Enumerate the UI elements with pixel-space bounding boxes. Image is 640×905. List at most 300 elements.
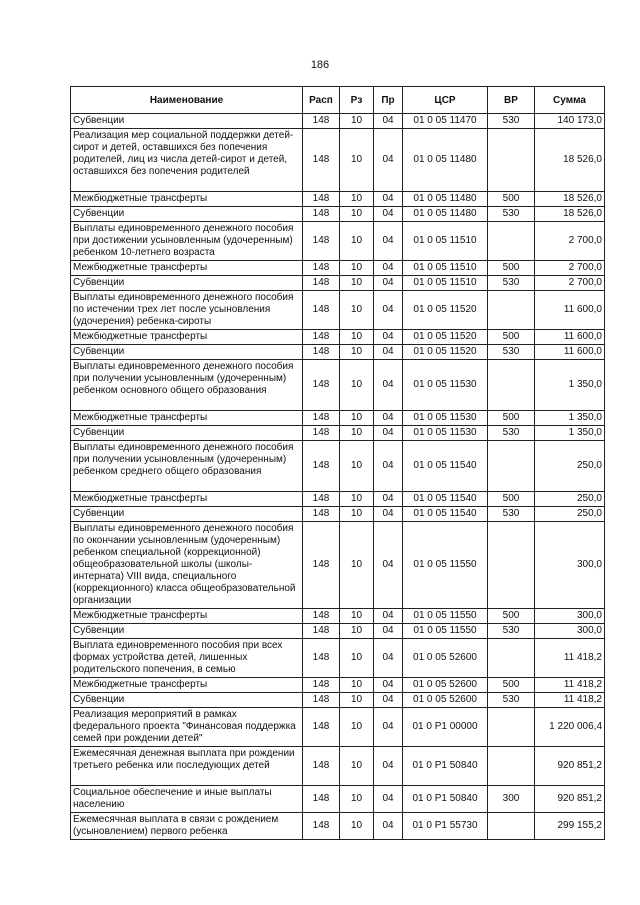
cell-rz xyxy=(340,129,374,192)
cell-rz-text: 10 xyxy=(350,820,363,831)
cell-name xyxy=(71,261,303,276)
cell-csr-text: 01 0 05 11540 xyxy=(413,460,477,471)
cell-sum-text: 1 350,0 xyxy=(568,412,602,423)
cell-rasp-text: 148 xyxy=(312,115,330,126)
cell-vr xyxy=(488,261,535,276)
cell-sum xyxy=(535,693,605,708)
cell-sum-text: 11 600,0 xyxy=(563,346,602,357)
cell-vr-text: 500 xyxy=(502,679,520,690)
cell-rasp-text: 148 xyxy=(312,235,330,246)
cell-rz xyxy=(340,114,374,129)
cell-rasp xyxy=(303,345,340,360)
cell-pr-text: 04 xyxy=(382,235,394,246)
cell-name xyxy=(71,207,303,222)
cell-sum xyxy=(535,330,605,345)
cell-vr xyxy=(488,129,535,192)
cell-rz xyxy=(340,522,374,609)
cell-rasp xyxy=(303,507,340,522)
cell-rasp xyxy=(303,426,340,441)
cell-sum-text: 18 526,0 xyxy=(563,154,602,165)
cell-name xyxy=(71,624,303,639)
cell-name xyxy=(71,192,303,207)
cell-rz-text: 10 xyxy=(350,193,363,204)
cell-rz xyxy=(340,360,374,411)
cell-rz xyxy=(340,222,374,261)
cell-pr xyxy=(374,813,403,840)
cell-rasp xyxy=(303,813,340,840)
cell-csr-text: 01 0 05 11520 xyxy=(413,304,477,315)
cell-csr-text: 01 0 05 11470 xyxy=(413,115,477,126)
cell-name xyxy=(71,441,303,492)
cell-csr-text: 01 0 05 11540 xyxy=(413,508,477,519)
cell-csr xyxy=(403,678,488,693)
cell-name-text: Реализация мероприятий в рамках федерального проекта "Финансовая поддержка семей при рождении детей" xyxy=(73,709,296,744)
cell-pr xyxy=(374,345,403,360)
cell-sum-text: 920 851,2 xyxy=(557,793,602,804)
header-sum: Сумма xyxy=(535,87,605,114)
cell-rasp xyxy=(303,114,340,129)
cell-csr-text: 01 0 P1 00000 xyxy=(412,721,478,732)
cell-vr-text: 530 xyxy=(502,427,520,438)
cell-vr xyxy=(488,426,535,441)
cell-name-text: Субвенции xyxy=(73,625,125,636)
cell-pr xyxy=(374,426,403,441)
cell-vr-text: 500 xyxy=(502,412,520,423)
cell-rz-text: 10 xyxy=(350,262,363,273)
cell-csr xyxy=(403,693,488,708)
cell-rasp-text: 148 xyxy=(312,277,330,288)
cell-csr xyxy=(403,708,488,747)
cell-vr xyxy=(488,192,535,207)
cell-sum-text: 11 600,0 xyxy=(563,331,602,342)
cell-rasp xyxy=(303,360,340,411)
table-row xyxy=(71,222,605,261)
cell-csr xyxy=(403,426,488,441)
cell-pr xyxy=(374,609,403,624)
cell-rz xyxy=(340,786,374,813)
cell-pr xyxy=(374,693,403,708)
cell-vr xyxy=(488,222,535,261)
cell-rz-text: 10 xyxy=(350,793,363,804)
cell-csr-text: 01 0 05 11530 xyxy=(413,412,477,423)
cell-name-text: Субвенции xyxy=(73,208,125,219)
cell-pr xyxy=(374,360,403,411)
cell-rz-text: 10 xyxy=(350,304,363,315)
cell-name xyxy=(71,786,303,813)
cell-pr xyxy=(374,222,403,261)
cell-name-text: Ежемесячная денежная выплата при рождении третьего ребенка или последующих детей xyxy=(73,748,295,771)
cell-csr-text: 01 0 05 11480 xyxy=(413,208,477,219)
cell-csr-text: 01 0 05 11540 xyxy=(413,493,477,504)
cell-sum xyxy=(535,441,605,492)
cell-rasp-text: 148 xyxy=(312,460,330,471)
cell-sum xyxy=(535,747,605,786)
table-row xyxy=(71,624,605,639)
cell-pr-text: 04 xyxy=(382,760,394,771)
cell-rz-text: 10 xyxy=(350,115,363,126)
cell-csr xyxy=(403,411,488,426)
cell-csr-text: 01 0 05 11510 xyxy=(413,262,477,273)
cell-vr-text: 500 xyxy=(502,331,520,342)
cell-sum xyxy=(535,786,605,813)
cell-rasp xyxy=(303,522,340,609)
cell-rasp xyxy=(303,261,340,276)
cell-name-text: Выплата единовременного пособия при всех формах устройства детей, лишенных родительского попечения, в семью xyxy=(73,640,283,675)
table-row xyxy=(71,426,605,441)
cell-rasp-text: 148 xyxy=(312,820,330,831)
table-row xyxy=(71,291,605,330)
cell-name-text: Субвенции xyxy=(73,508,125,519)
cell-rz-text: 10 xyxy=(350,331,363,342)
cell-csr xyxy=(403,276,488,291)
cell-rasp xyxy=(303,192,340,207)
cell-csr-text: 01 0 05 11550 xyxy=(413,625,477,636)
cell-pr-text: 04 xyxy=(382,460,394,471)
cell-vr xyxy=(488,114,535,129)
cell-vr xyxy=(488,708,535,747)
page-number: 186 xyxy=(310,59,330,71)
cell-csr xyxy=(403,639,488,678)
cell-name xyxy=(71,507,303,522)
cell-rasp xyxy=(303,441,340,492)
cell-name xyxy=(71,678,303,693)
cell-sum xyxy=(535,291,605,330)
cell-pr-text: 04 xyxy=(382,154,394,165)
cell-pr-text: 04 xyxy=(382,820,394,831)
cell-pr xyxy=(374,411,403,426)
header-name: Наименование xyxy=(71,87,303,114)
cell-rz xyxy=(340,708,374,747)
cell-rasp xyxy=(303,222,340,261)
cell-vr xyxy=(488,207,535,222)
cell-pr xyxy=(374,129,403,192)
cell-pr xyxy=(374,330,403,345)
cell-pr xyxy=(374,276,403,291)
cell-vr xyxy=(488,639,535,678)
cell-rasp xyxy=(303,708,340,747)
cell-rasp-text: 148 xyxy=(312,193,330,204)
cell-rz-text: 10 xyxy=(350,277,363,288)
cell-pr-text: 04 xyxy=(382,193,394,204)
cell-rz xyxy=(340,207,374,222)
cell-vr-text: 530 xyxy=(502,625,520,636)
cell-csr-text: 01 0 05 11480 xyxy=(413,154,477,165)
cell-pr-text: 04 xyxy=(382,679,394,690)
cell-rz-text: 10 xyxy=(350,610,363,621)
cell-sum-text: 1 350,0 xyxy=(568,379,602,390)
cell-csr-text: 01 0 05 11530 xyxy=(413,379,477,390)
cell-name xyxy=(71,693,303,708)
cell-csr-text: 01 0 05 11530 xyxy=(413,427,477,438)
cell-sum-text: 300,0 xyxy=(576,559,602,570)
cell-pr-text: 04 xyxy=(382,331,394,342)
cell-name xyxy=(71,411,303,426)
cell-csr xyxy=(403,192,488,207)
cell-sum xyxy=(535,426,605,441)
cell-sum-text: 2 700,0 xyxy=(568,235,602,246)
cell-pr-text: 04 xyxy=(382,493,394,504)
cell-csr xyxy=(403,507,488,522)
table-row xyxy=(71,639,605,678)
cell-vr xyxy=(488,813,535,840)
cell-rasp-text: 148 xyxy=(312,493,330,504)
cell-vr xyxy=(488,678,535,693)
cell-sum xyxy=(535,813,605,840)
cell-vr xyxy=(488,492,535,507)
table-row xyxy=(71,345,605,360)
cell-rasp-text: 148 xyxy=(312,721,330,732)
cell-vr xyxy=(488,441,535,492)
cell-sum-text: 2 700,0 xyxy=(568,262,602,273)
cell-rasp xyxy=(303,207,340,222)
cell-vr xyxy=(488,360,535,411)
cell-csr xyxy=(403,330,488,345)
table-row xyxy=(71,492,605,507)
cell-csr xyxy=(403,441,488,492)
cell-pr-text: 04 xyxy=(382,208,394,219)
cell-csr xyxy=(403,492,488,507)
cell-name-text: Межбюджетные трансферты xyxy=(73,193,208,204)
cell-pr xyxy=(374,114,403,129)
cell-name xyxy=(71,522,303,609)
cell-sum-text: 250,0 xyxy=(576,508,602,519)
cell-sum-text: 299 155,2 xyxy=(557,820,602,831)
cell-rz xyxy=(340,330,374,345)
cell-rz-text: 10 xyxy=(350,508,363,519)
cell-rz-text: 10 xyxy=(350,721,363,732)
cell-rz-text: 10 xyxy=(350,652,363,663)
cell-pr-text: 04 xyxy=(382,508,394,519)
cell-sum xyxy=(535,360,605,411)
budget-table xyxy=(70,86,605,840)
cell-pr-text: 04 xyxy=(382,346,394,357)
cell-vr-text: 530 xyxy=(502,346,520,357)
table-row xyxy=(71,114,605,129)
cell-vr xyxy=(488,291,535,330)
cell-name xyxy=(71,222,303,261)
cell-sum xyxy=(535,708,605,747)
cell-sum xyxy=(535,261,605,276)
cell-rasp xyxy=(303,639,340,678)
cell-sum-text: 300,0 xyxy=(576,610,602,621)
cell-sum-text: 18 526,0 xyxy=(563,208,602,219)
cell-rasp-text: 148 xyxy=(312,793,330,804)
table-row xyxy=(71,330,605,345)
cell-name-text: Субвенции xyxy=(73,427,125,438)
cell-sum-text: 11 418,2 xyxy=(563,694,602,705)
cell-vr xyxy=(488,747,535,786)
cell-rasp xyxy=(303,276,340,291)
cell-rasp-text: 148 xyxy=(312,652,330,663)
cell-sum-text: 250,0 xyxy=(576,493,602,504)
cell-vr-text: 530 xyxy=(502,694,520,705)
cell-name-text: Выплаты единовременного денежного пособия при получении усыновленным (удочеренным) ребенком среднего общего образования xyxy=(73,442,294,477)
table-row xyxy=(71,747,605,786)
cell-rz xyxy=(340,678,374,693)
cell-vr-text: 500 xyxy=(502,193,520,204)
table-row xyxy=(71,708,605,747)
cell-rz xyxy=(340,813,374,840)
cell-rasp-text: 148 xyxy=(312,427,330,438)
cell-csr xyxy=(403,291,488,330)
table-row xyxy=(71,813,605,840)
cell-rasp-text: 148 xyxy=(312,304,330,315)
cell-rz xyxy=(340,261,374,276)
cell-name-text: Выплаты единовременного денежного пособия при получении усыновленным (удочеренным) ребенком основного общего образования xyxy=(73,361,294,396)
cell-rz-text: 10 xyxy=(350,694,363,705)
cell-rasp xyxy=(303,786,340,813)
cell-csr-text: 01 0 05 52600 xyxy=(413,694,477,705)
cell-sum-text: 2 700,0 xyxy=(568,277,602,288)
cell-name xyxy=(71,609,303,624)
cell-csr-text: 01 0 05 11550 xyxy=(413,559,477,570)
cell-name-text: Межбюджетные трансферты xyxy=(73,679,208,690)
cell-rasp xyxy=(303,609,340,624)
cell-pr xyxy=(374,441,403,492)
cell-name-text: Субвенции xyxy=(73,277,125,288)
cell-rasp-text: 148 xyxy=(312,412,330,423)
cell-pr xyxy=(374,507,403,522)
cell-csr-text: 01 0 P1 55730 xyxy=(412,820,478,831)
header-rasp: Расп xyxy=(303,87,340,114)
table-row xyxy=(71,522,605,609)
table-row xyxy=(71,678,605,693)
cell-sum xyxy=(535,129,605,192)
table-row xyxy=(71,786,605,813)
cell-sum xyxy=(535,207,605,222)
cell-name-text: Социальное обеспечение и иные выплаты населению xyxy=(73,787,272,810)
table-row xyxy=(71,360,605,411)
cell-sum xyxy=(535,624,605,639)
cell-csr-text: 01 0 05 52600 xyxy=(413,652,477,663)
cell-rz-text: 10 xyxy=(350,379,363,390)
cell-name-text: Выплаты единовременного денежного пособия по истечении трех лет после усыновления (удочерения) ребенка-сироты xyxy=(73,292,294,327)
cell-csr xyxy=(403,813,488,840)
cell-rasp-text: 148 xyxy=(312,379,330,390)
cell-name xyxy=(71,813,303,840)
cell-vr xyxy=(488,507,535,522)
cell-csr xyxy=(403,207,488,222)
cell-csr xyxy=(403,609,488,624)
table-row xyxy=(71,129,605,192)
cell-name xyxy=(71,276,303,291)
cell-sum xyxy=(535,492,605,507)
cell-pr xyxy=(374,708,403,747)
cell-sum-text: 18 526,0 xyxy=(563,193,602,204)
table-row xyxy=(71,609,605,624)
cell-pr xyxy=(374,639,403,678)
cell-rasp-text: 148 xyxy=(312,559,330,570)
cell-rasp-text: 148 xyxy=(312,508,330,519)
cell-rasp-text: 148 xyxy=(312,760,330,771)
cell-name-text: Выплаты единовременного денежного пособия при достижении усыновленным (удочеренным) ребенком 10-летнего возраста xyxy=(73,223,294,258)
cell-rz xyxy=(340,345,374,360)
cell-name xyxy=(71,129,303,192)
cell-rz xyxy=(340,192,374,207)
cell-vr-text: 300 xyxy=(502,793,520,804)
cell-rasp-text: 148 xyxy=(312,262,330,273)
cell-rz-text: 10 xyxy=(350,235,363,246)
cell-pr xyxy=(374,291,403,330)
cell-rasp xyxy=(303,291,340,330)
header-pr: Пр xyxy=(374,87,403,114)
cell-rz-text: 10 xyxy=(350,493,363,504)
cell-vr xyxy=(488,330,535,345)
cell-pr xyxy=(374,678,403,693)
cell-rz-text: 10 xyxy=(350,346,363,357)
cell-rz xyxy=(340,624,374,639)
table-row xyxy=(71,207,605,222)
cell-rasp-text: 148 xyxy=(312,694,330,705)
cell-vr xyxy=(488,411,535,426)
cell-sum xyxy=(535,345,605,360)
cell-rasp xyxy=(303,492,340,507)
cell-csr xyxy=(403,345,488,360)
cell-name xyxy=(71,345,303,360)
cell-vr-text: 530 xyxy=(502,277,520,288)
cell-rasp-text: 148 xyxy=(312,154,330,165)
cell-pr-text: 04 xyxy=(382,694,394,705)
cell-pr-text: 04 xyxy=(382,721,394,732)
cell-pr-text: 04 xyxy=(382,610,394,621)
cell-pr-text: 04 xyxy=(382,277,394,288)
cell-name-text: Межбюджетные трансферты xyxy=(73,493,208,504)
cell-csr-text: 01 0 05 52600 xyxy=(413,679,477,690)
cell-name-text: Межбюджетные трансферты xyxy=(73,331,208,342)
cell-rasp-text: 148 xyxy=(312,331,330,342)
cell-rasp-text: 148 xyxy=(312,208,330,219)
cell-pr-text: 04 xyxy=(382,304,394,315)
cell-name-text: Межбюджетные трансферты xyxy=(73,412,208,423)
cell-name xyxy=(71,492,303,507)
cell-name xyxy=(71,426,303,441)
cell-rz xyxy=(340,639,374,678)
cell-rz-text: 10 xyxy=(350,460,363,471)
cell-sum xyxy=(535,276,605,291)
cell-rz xyxy=(340,507,374,522)
cell-name xyxy=(71,708,303,747)
cell-name-text: Субвенции xyxy=(73,694,125,705)
table-row xyxy=(71,441,605,492)
cell-csr xyxy=(403,114,488,129)
cell-rz-text: 10 xyxy=(350,412,363,423)
cell-sum xyxy=(535,222,605,261)
header-rz: Рз xyxy=(340,87,374,114)
cell-name-text: Межбюджетные трансферты xyxy=(73,610,208,621)
cell-csr-text: 01 0 P1 50840 xyxy=(412,760,478,771)
cell-rasp xyxy=(303,678,340,693)
cell-rz xyxy=(340,441,374,492)
table-header-row xyxy=(71,87,605,114)
cell-pr xyxy=(374,261,403,276)
cell-pr-text: 04 xyxy=(382,652,394,663)
cell-pr-text: 04 xyxy=(382,379,394,390)
cell-pr-text: 04 xyxy=(382,115,394,126)
table-row xyxy=(71,276,605,291)
cell-rasp xyxy=(303,624,340,639)
cell-sum xyxy=(535,678,605,693)
cell-rasp xyxy=(303,747,340,786)
cell-rz xyxy=(340,609,374,624)
cell-vr-text: 500 xyxy=(502,493,520,504)
cell-sum-text: 1 220 006,4 xyxy=(549,721,602,732)
cell-csr xyxy=(403,129,488,192)
table-row xyxy=(71,411,605,426)
cell-sum xyxy=(535,609,605,624)
cell-pr xyxy=(374,492,403,507)
cell-name-text: Ежемесячная выплата в связи с рождением (усыновлением) первого ребенка xyxy=(73,814,279,837)
cell-csr xyxy=(403,261,488,276)
